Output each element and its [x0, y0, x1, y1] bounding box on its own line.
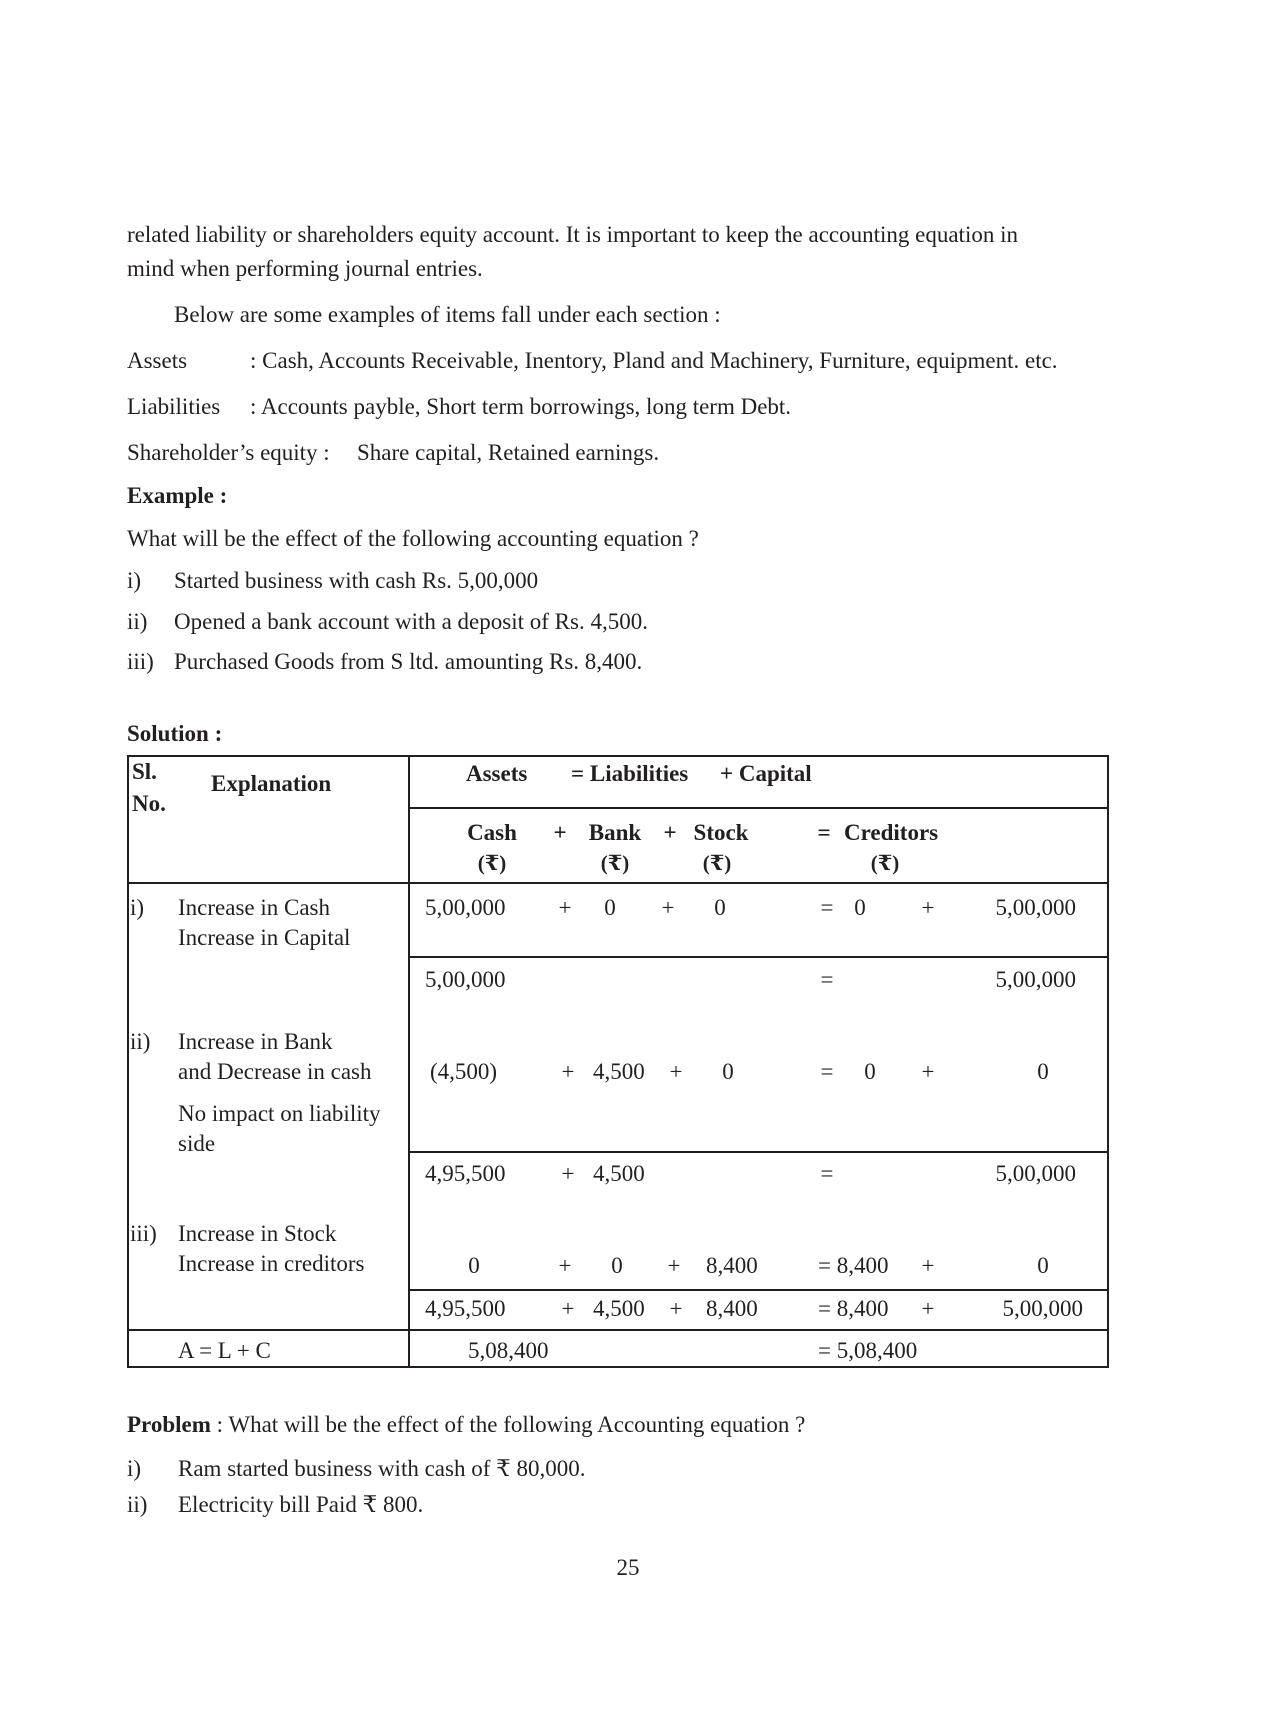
plus-sign: + [669, 1296, 683, 1321]
plus-sign: + [921, 1253, 935, 1278]
row-number: ii) [130, 1029, 151, 1054]
equation-label: A = L + C [178, 1338, 271, 1363]
problem-label: Problem [127, 1412, 211, 1437]
example-item-num: i) [127, 568, 142, 593]
liabilities-term: Liabilities [127, 394, 221, 419]
plus-sign: + [663, 820, 677, 845]
bank-total: 4,500 [593, 1296, 645, 1321]
rupee-unit: (₹) [702, 851, 732, 875]
liabilities-text: : Accounts payble, Short term borrowings, long term Debt. [250, 394, 792, 419]
plus-sign: + [661, 895, 675, 920]
equity-term: Shareholder’s equity : [127, 440, 330, 465]
row-explanation: Increase in creditors [178, 1251, 365, 1276]
creditors-value: 0 [864, 1059, 876, 1084]
creditors-value: 0 [854, 895, 866, 920]
example-item-text: Opened a bank account with a deposit of Rs. 4,500. [174, 609, 648, 634]
row-explanation: Increase in Capital [178, 925, 351, 950]
plus-sign: + [558, 895, 572, 920]
cash-value: 5,00,000 [425, 895, 506, 920]
liabilities-total: = 5,08,400 [818, 1338, 918, 1363]
row-explanation: Increase in Bank [178, 1029, 333, 1054]
cash-value: 0 [468, 1253, 480, 1278]
stock-value: 8,400 [706, 1253, 758, 1278]
stock-total: 8,400 [706, 1296, 758, 1321]
bank-value: 4,500 [593, 1059, 645, 1084]
equals-sign: = [820, 967, 834, 992]
row-explanation: No impact on liability [178, 1101, 381, 1126]
plus-sign: + [667, 1253, 681, 1278]
solution-heading: Solution : [127, 721, 223, 746]
equals-sign: = [820, 1161, 834, 1186]
cash-total: 4,95,500 [425, 1161, 506, 1186]
rupee-unit: (₹) [477, 851, 507, 875]
row-explanation: side [178, 1131, 216, 1156]
capital-total: 5,00,000 [995, 967, 1076, 992]
rupee-unit: (₹) [600, 851, 630, 875]
plus-sign: + [921, 1296, 935, 1321]
cash-total: 4,95,500 [425, 1296, 506, 1321]
plus-sign: + [669, 1059, 683, 1084]
equals-sign: = [820, 1059, 834, 1084]
problem-item-num: i) [127, 1456, 142, 1481]
plus-sign: + [553, 820, 567, 845]
creditors-header: Creditors [844, 820, 939, 845]
plus-sign: + [561, 1161, 575, 1186]
intro-line-1: related liability or shareholders equity account. It is important to keep the accounting equation in [127, 222, 1018, 247]
equals-sign: = [820, 895, 834, 920]
equity-text: Share capital, Retained earnings. [357, 440, 660, 465]
example-item-text: Purchased Goods from S ltd. amounting Rs. 8,400. [174, 649, 643, 674]
capital-total: 5,00,000 [995, 1161, 1076, 1186]
capital-value: 5,00,000 [995, 895, 1076, 920]
assets-total: 5,08,400 [468, 1338, 549, 1363]
bank-value: 0 [604, 895, 616, 920]
problem-item-num: ii) [127, 1492, 148, 1517]
plus-sign: + [921, 1059, 935, 1084]
plus-sign: + [921, 895, 935, 920]
plus-sign: + [561, 1059, 575, 1084]
bank-value: 0 [611, 1253, 623, 1278]
assets-text: : Cash, Accounts Receivable, Inentory, Pland and Machinery, Furniture, equipment. etc. [250, 348, 1058, 373]
plus-sign: + [558, 1253, 572, 1278]
bank-header: Bank [588, 820, 642, 845]
sl-header: No. [132, 791, 166, 816]
example-item-num: iii) [127, 649, 154, 674]
capital-total: 5,00,000 [1002, 1296, 1083, 1321]
row-explanation: Increase in Stock [178, 1221, 337, 1246]
example-heading: Example : [127, 483, 228, 508]
rupee-unit: (₹) [870, 851, 900, 875]
problem-text: : What will be the effect of the following Accounting equation ? [216, 1412, 806, 1437]
example-item-text: Started business with cash Rs. 5,00,000 [174, 568, 539, 593]
creditors-value: = 8,400 [818, 1253, 889, 1278]
row-number: iii) [130, 1221, 157, 1246]
assets-term: Assets [127, 348, 188, 373]
creditors-total: = 8,400 [818, 1296, 889, 1321]
row-explanation: Increase in Cash [178, 895, 330, 920]
sl-header: Sl. [132, 759, 157, 784]
examples-intro: Below are some examples of items fall under each section : [174, 302, 721, 327]
explanation-header: Explanation [211, 771, 332, 796]
stock-value: 0 [722, 1059, 734, 1084]
row-explanation: and Decrease in cash [178, 1059, 372, 1084]
capital-header: + Capital [720, 761, 812, 786]
intro-line-2: mind when performing journal entries. [127, 256, 483, 281]
stock-header: Stock [693, 820, 749, 845]
page-number: 25 [616, 1555, 640, 1580]
problem-item-text: Ram started business with cash of ₹ 80,000. [178, 1456, 586, 1481]
problem-statement [127, 1413, 805, 1436]
assets-header: Assets [466, 761, 528, 786]
capital-value: 0 [1037, 1253, 1049, 1278]
row-number: i) [130, 895, 145, 920]
equals-sign: = [817, 820, 831, 845]
plus-sign: + [561, 1296, 575, 1321]
cash-value: (4,500) [430, 1059, 498, 1084]
example-question: What will be the effect of the following accounting equation ? [127, 526, 699, 551]
example-item-num: ii) [127, 609, 148, 634]
problem-item-text: Electricity bill Paid ₹ 800. [178, 1492, 424, 1517]
bank-total: 4,500 [593, 1161, 645, 1186]
liabilities-header: = Liabilities [571, 761, 689, 786]
capital-value: 0 [1037, 1059, 1049, 1084]
cash-header: Cash [467, 820, 517, 845]
stock-value: 0 [714, 895, 726, 920]
cash-total: 5,00,000 [425, 967, 506, 992]
